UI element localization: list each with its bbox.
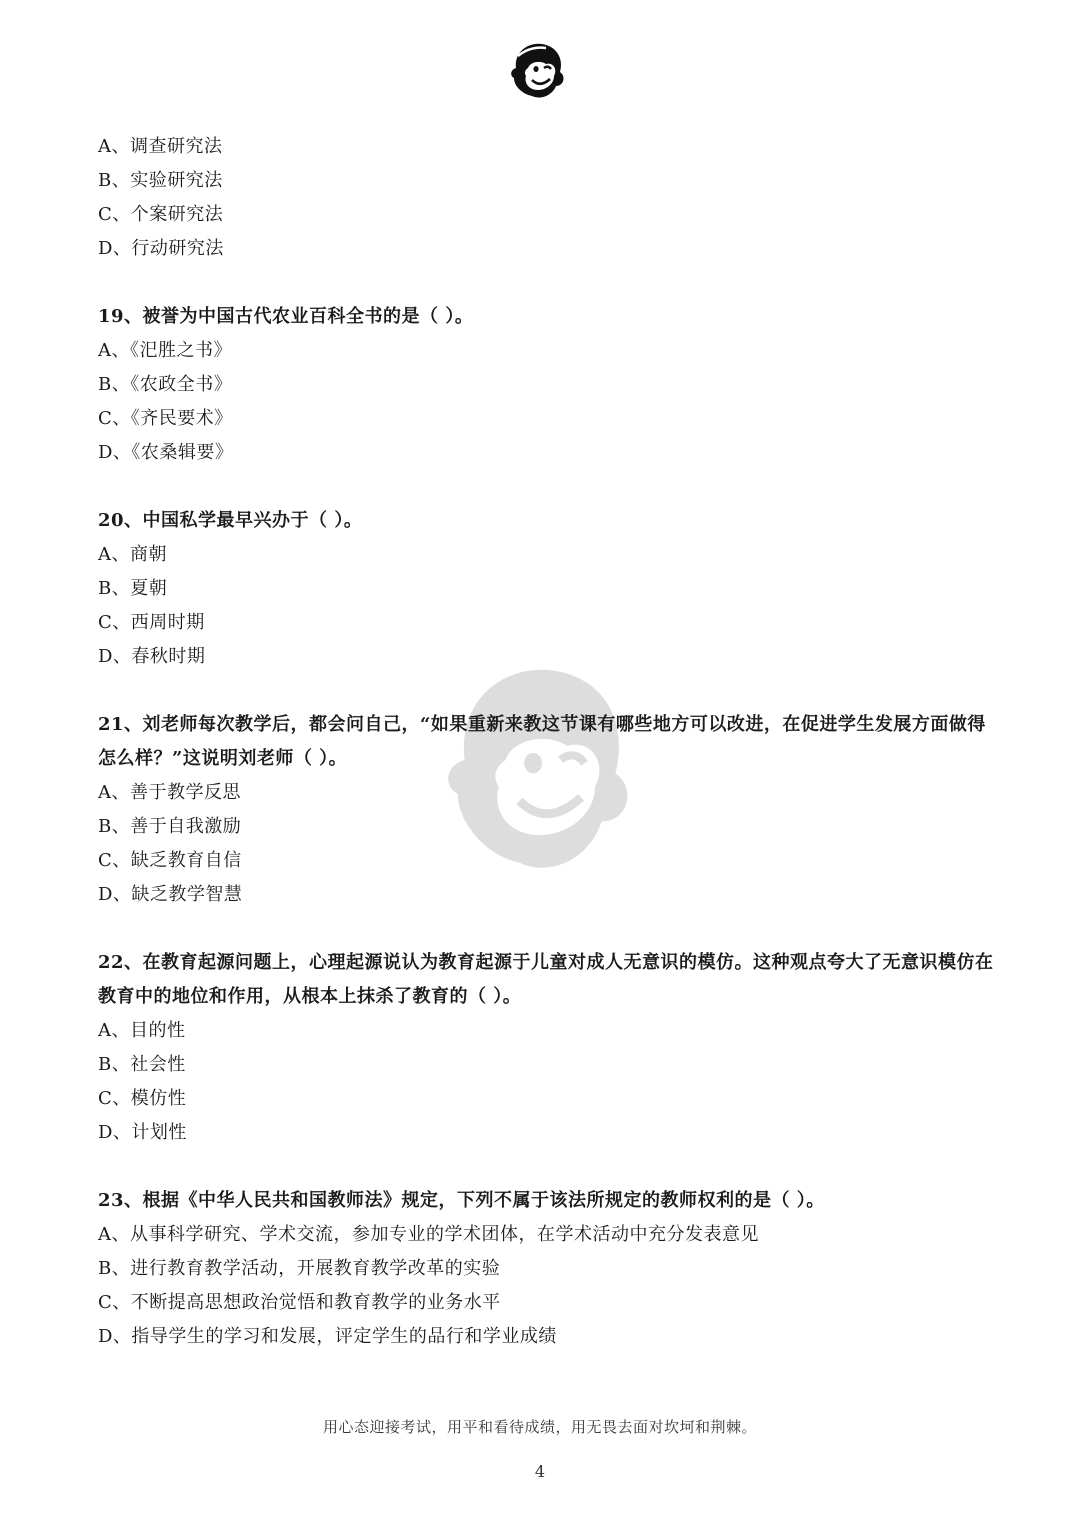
option-c: C、《齐民要术》 bbox=[98, 408, 233, 429]
option-d: D、计划性 bbox=[98, 1122, 187, 1143]
option-c: C、个案研究法 bbox=[98, 204, 224, 225]
question-block-19 bbox=[98, 300, 998, 470]
question-block-21 bbox=[98, 708, 998, 912]
option-d: D、行动研究法 bbox=[98, 238, 224, 259]
footer-motto: 用心态迎接考试，用平和看待成绩，用无畏去面对坎坷和荆棘。 bbox=[322, 1418, 757, 1436]
option-b: B、《农政全书》 bbox=[98, 374, 233, 395]
question-block-18 bbox=[98, 130, 998, 266]
option-a: A、目的性 bbox=[98, 1020, 186, 1041]
question-list bbox=[98, 130, 998, 1388]
question-block-20 bbox=[98, 504, 998, 674]
page-number: 4 bbox=[534, 1462, 546, 1481]
option-a: A、商朝 bbox=[98, 544, 167, 565]
question-text: 20、中国私学最早兴办于（ ）。 bbox=[98, 510, 363, 531]
option-c: C、西周时期 bbox=[98, 612, 205, 633]
question-text: 19、被誉为中国古代农业百科全书的是（ ）。 bbox=[98, 306, 474, 327]
option-d: D、《农桑辑要》 bbox=[98, 442, 234, 463]
question-text: 22、在教育起源问题上，心理起源说认为教育起源于儿童对成人无意识的模仿。这种观点夸大了无意识模仿在教育中的地位和作用，从根本上抹杀了教育的（ ）。 bbox=[98, 952, 994, 1007]
option-b: B、进行教育教学活动，开展教育教学改革的实验 bbox=[98, 1258, 501, 1279]
option-c: C、不断提高思想政治觉悟和教育教学的业务水平 bbox=[98, 1292, 501, 1313]
option-a: A、调查研究法 bbox=[98, 136, 223, 157]
question-block-22 bbox=[98, 946, 998, 1150]
option-b: B、实验研究法 bbox=[98, 170, 223, 191]
option-c: C、模仿性 bbox=[98, 1088, 187, 1109]
monkey-logo-icon bbox=[506, 38, 570, 102]
option-a: A、善于教学反思 bbox=[98, 782, 241, 803]
option-c: C、缺乏教育自信 bbox=[98, 850, 242, 871]
option-a: A、《汜胜之书》 bbox=[98, 340, 232, 361]
question-text: 21、刘老师每次教学后，都会问自己，“如果重新来教这节课有哪些地方可以改进，在促进学生发展方面做得怎么样？”这说明刘老师（ ）。 bbox=[98, 714, 986, 769]
option-a: A、从事科学研究、学术交流，参加专业的学术团体，在学术活动中充分发表意见 bbox=[98, 1224, 759, 1245]
question-block-23 bbox=[98, 1184, 998, 1354]
question-text: 23、根据《中华人民共和国教师法》规定，下列不属于该法所规定的教师权利的是（ ）。 bbox=[98, 1190, 825, 1211]
option-b: B、善于自我激励 bbox=[98, 816, 242, 837]
option-d: D、春秋时期 bbox=[98, 646, 206, 667]
option-d: D、指导学生的学习和发展，评定学生的品行和学业成绩 bbox=[98, 1326, 557, 1347]
option-b: B、夏朝 bbox=[98, 578, 168, 599]
option-b: B、社会性 bbox=[98, 1054, 186, 1075]
option-d: D、缺乏教学智慧 bbox=[98, 884, 243, 905]
